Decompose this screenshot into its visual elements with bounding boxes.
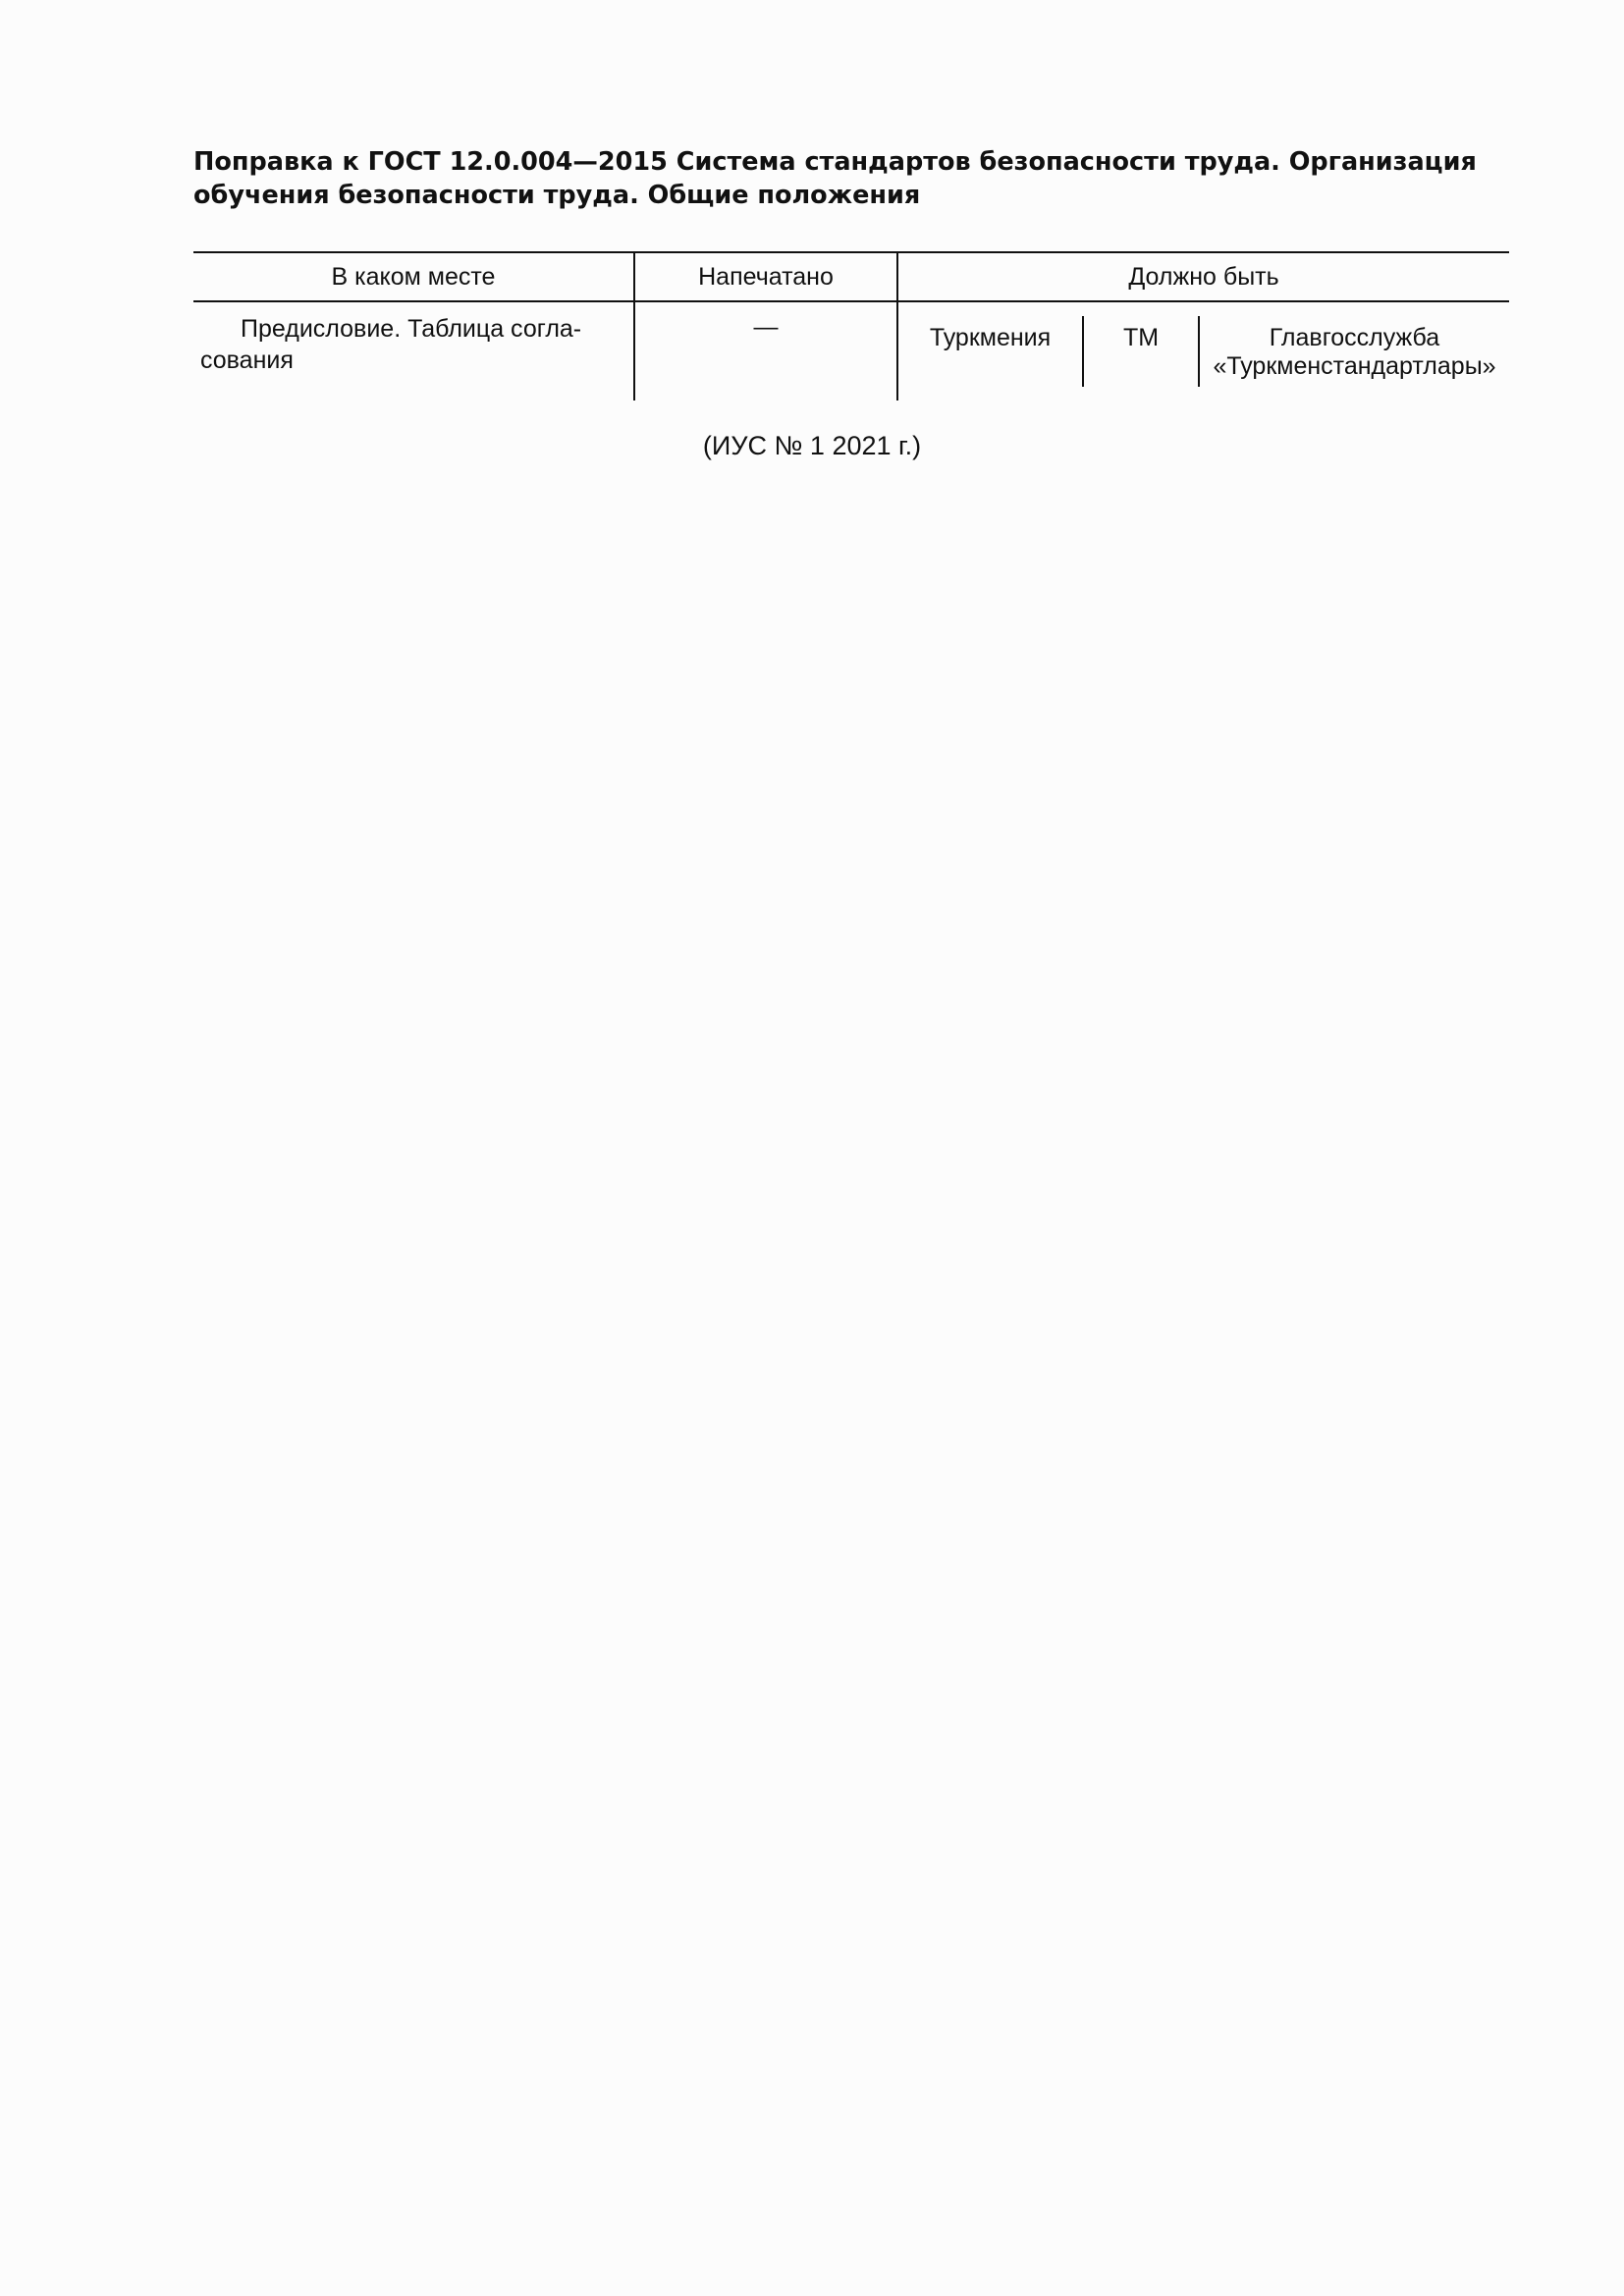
row-location-line-1: Предисловие. Таблица согла- [241,315,582,343]
table-header-rule [193,300,1509,302]
row-code: TM [1122,324,1160,351]
table-top-rule [193,251,1509,253]
row-organization-line-2: «Туркменстандартлары» [1213,352,1496,380]
row-location-line-2: сования [200,347,294,374]
publication-reference: (ИУС № 1 2021 г.) [702,431,922,460]
row-organization-line-1: Главгосслужба [1269,324,1440,351]
document-title: Поправка к ГОСТ 12.0.004—2015 Система стандартов безопасности труда. Организация обучения безопасности труда. Общие положения [193,147,1477,210]
row-country: Туркмения [929,324,1052,351]
row-printed: — [753,313,779,341]
header-printed: Напечатано [698,263,834,291]
header-should-be: Должно быть [1128,263,1279,291]
header-location: В каком месте [331,263,496,291]
